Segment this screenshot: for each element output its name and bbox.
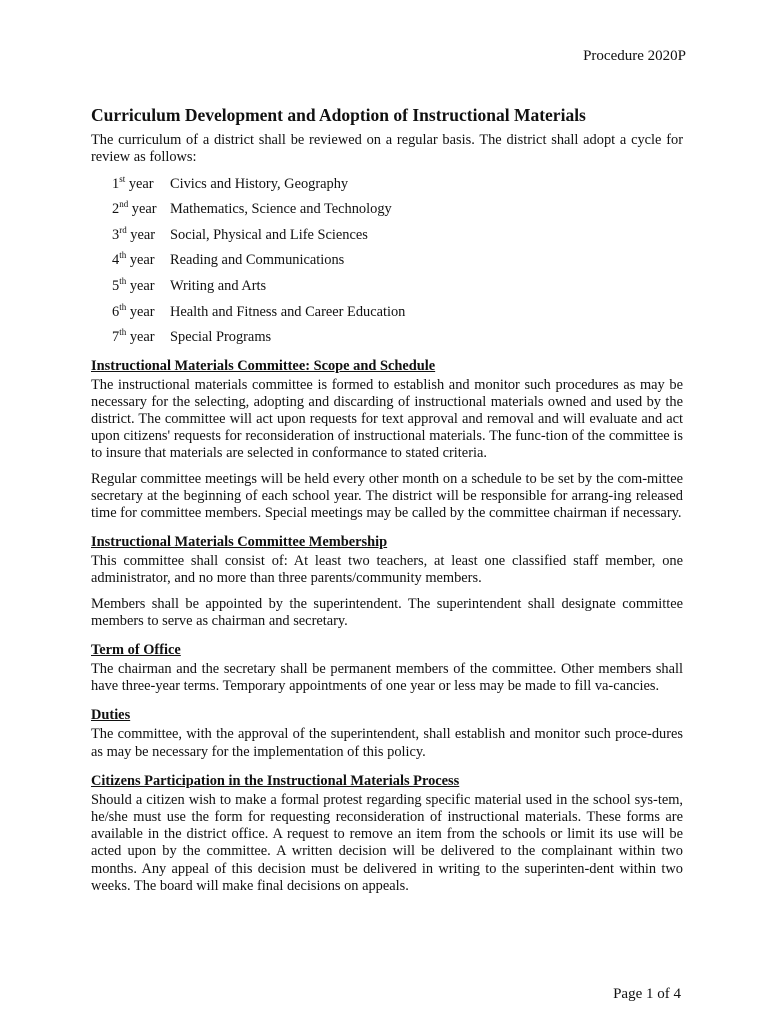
- cycle-subject: Writing and Arts: [170, 278, 267, 295]
- cycle-year-label: 7th year: [112, 327, 155, 346]
- cycle-subject: Health and Fitness and Career Education: [170, 303, 406, 320]
- cycle-year-label: 1st year: [112, 173, 154, 192]
- document-body: [91, 104, 683, 907]
- section-term-of-office: [91, 642, 683, 695]
- review-cycle-row: [112, 274, 683, 300]
- section-membership: [91, 534, 683, 630]
- section-heading: Instructional Materials Committee: Scope and Schedule: [91, 357, 436, 374]
- intro-paragraph: The curriculum of a district shall be reviewed on a regular basis. The district shall adopt a cycle for review as follows:: [91, 132, 683, 166]
- cycle-year-label: 3rd year: [112, 224, 156, 243]
- procedure-number: Procedure 2020P: [583, 48, 686, 64]
- review-cycle-row: [112, 325, 683, 351]
- page-number: Page 1 of 4: [613, 986, 681, 1002]
- review-cycle-row: [112, 223, 683, 249]
- section-heading: Instructional Materials Committee Membership: [91, 534, 388, 551]
- cycle-subject: Civics and History, Geography: [170, 175, 349, 192]
- document-title: Curriculum Development and Adoption of Instructional Materials: [91, 105, 586, 125]
- section-heading: Citizens Participation in the Instructional Materials Process: [91, 772, 460, 789]
- section-paragraph: The chairman and the secretary shall be permanent members of the committee. Other members shall have three-year terms. Temporary appointments of one year or less may be made to fill va-cancies.: [91, 661, 683, 695]
- review-cycle-list: [112, 171, 683, 350]
- cycle-year-label: 5th year: [112, 276, 155, 295]
- cycle-subject: Special Programs: [170, 329, 272, 346]
- section-heading: Duties: [91, 707, 131, 724]
- cycle-subject: Reading and Communications: [170, 252, 345, 269]
- section-duties: [91, 707, 683, 760]
- cycle-subject: Social, Physical and Life Sciences: [170, 226, 368, 243]
- section-paragraph: The instructional materials committee is formed to establish and monitor such procedures as may be necessary for the selecting, adopting and discarding of instructional materials owned and used by the district. The committee will act upon requests for text approval and removal and will evaluate and act upon citizens' requests for reconsideration of instructional materials. The func-tion of the committee is to insure that materials are selected in conformance to stated criteria.: [91, 376, 683, 462]
- cycle-subject: Mathematics, Science and Technology: [170, 201, 392, 218]
- section-paragraph: Regular committee meetings will be held every other month on a schedule to be set by the com-mittee secretary at the beginning of each school year. The district will be responsible for arrang-ing released time for committee members. Special meetings may be called by the committee chairman if necessary.: [91, 470, 683, 521]
- section-heading: Term of Office: [91, 642, 181, 658]
- cycle-year-label: 2nd year: [112, 199, 157, 218]
- section-paragraph: This committee shall consist of: At least two teachers, at least one classified staff member, one administrator, and no more than three parents/community members.: [91, 553, 683, 587]
- review-cycle-row: [112, 171, 683, 197]
- section-scope-schedule: [91, 358, 683, 523]
- section-paragraph: The committee, with the approval of the superintendent, shall establish and monitor such proce-dures as may be necessary for the implementation of this policy.: [91, 726, 683, 760]
- section-paragraph: Should a citizen wish to make a formal protest regarding specific material used in the school sys-tem, he/she must use the form for requesting reconsideration of instructional materials. These forms are available in the district office. A request to remove an item from the schools or limit its use will be acted upon by the committee. A written decision will be delivered to the complainant within two months. Any appeal of this decision must be delivered in writing to the superinten-dent within two weeks. The board will make final decisions on appeals.: [91, 791, 683, 894]
- review-cycle-row: [112, 299, 683, 325]
- section-citizens-participation: [91, 773, 683, 895]
- cycle-year-label: 4th year: [112, 250, 155, 269]
- cycle-year-label: 6th year: [112, 301, 155, 320]
- review-cycle-row: [112, 248, 683, 274]
- review-cycle-row: [112, 197, 683, 223]
- section-paragraph: Members shall be appointed by the superintendent. The superintendent shall designate committee members to serve as chairman and secretary.: [91, 595, 683, 629]
